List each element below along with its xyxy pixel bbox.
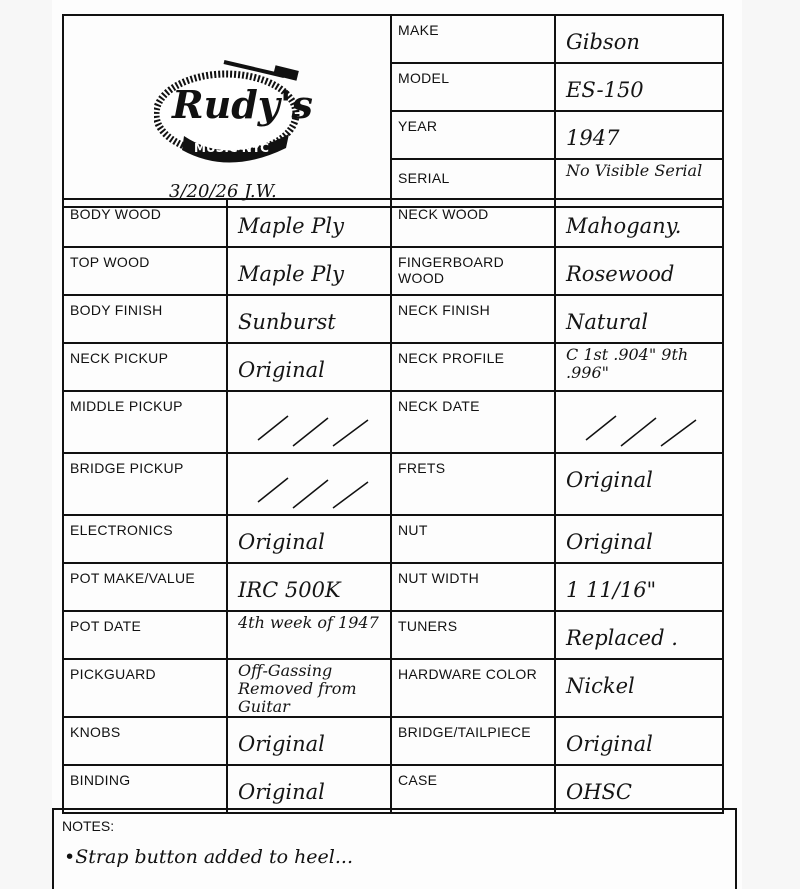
field-label: CASE — [391, 765, 555, 813]
rudys-logo — [154, 56, 314, 176]
field-value: Original — [555, 515, 723, 563]
field-label: NECK DATE — [391, 391, 555, 453]
field-label: PICKGUARD — [63, 659, 227, 717]
field-label: NECK PROFILE — [391, 343, 555, 391]
notes-section — [52, 808, 737, 889]
field-value: C 1st .904" 9th .996" — [555, 343, 723, 391]
field-value: Sunburst — [227, 295, 391, 343]
year-value: 1947 — [555, 111, 723, 159]
field-value: Nickel — [555, 659, 723, 717]
year-label: YEAR — [391, 111, 555, 159]
field-value: Original — [555, 717, 723, 765]
date-initials: 3/20/26 J.W. — [169, 181, 277, 202]
svg-text:MUSIC NYC: MUSIC NYC — [194, 141, 269, 155]
spec-row — [63, 247, 723, 295]
field-label: HARDWARE COLOR — [391, 659, 555, 717]
serial-value: No Visible Serial — [555, 159, 723, 207]
field-value: Off-Gassing Removed from Guitar — [227, 659, 391, 717]
field-label: TOP WOOD — [63, 247, 227, 295]
spec-row — [63, 765, 723, 813]
spec-row — [63, 717, 723, 765]
field-label: NUT — [391, 515, 555, 563]
field-value: Replaced . — [555, 611, 723, 659]
field-value: 4th week of 1947 — [227, 611, 391, 659]
field-value: Original — [227, 343, 391, 391]
field-label: NECK WOOD — [391, 199, 555, 247]
field-label: BODY WOOD — [63, 199, 227, 247]
field-label: BRIDGE/TAILPIECE — [391, 717, 555, 765]
field-label: NECK PICKUP — [63, 343, 227, 391]
field-value: Original — [227, 515, 391, 563]
spec-row — [63, 295, 723, 343]
struck-out-mark — [238, 406, 388, 452]
field-label: BODY FINISH — [63, 295, 227, 343]
field-label: POT DATE — [63, 611, 227, 659]
field-value — [555, 391, 723, 453]
field-value: Original — [227, 717, 391, 765]
field-value: Mahogany. — [555, 199, 723, 247]
field-label: BRIDGE PICKUP — [63, 453, 227, 515]
model-value: ES-150 — [555, 63, 723, 111]
struck-out-mark — [238, 468, 388, 514]
spec-row — [63, 453, 723, 515]
spec-row — [63, 659, 723, 717]
spec-grid — [62, 198, 724, 814]
svg-text:Rudy's: Rudy's — [172, 82, 313, 127]
field-label: NUT WIDTH — [391, 563, 555, 611]
field-value: Original — [555, 453, 723, 515]
spec-row — [63, 391, 723, 453]
logo-cell — [63, 15, 391, 207]
field-value: OHSC — [555, 765, 723, 813]
field-label: NECK FINISH — [391, 295, 555, 343]
struck-out-mark — [566, 406, 716, 452]
field-value — [227, 391, 391, 453]
model-label: MODEL — [391, 63, 555, 111]
field-value: Maple Ply — [227, 199, 391, 247]
make-label: MAKE — [391, 15, 555, 63]
field-value — [227, 453, 391, 515]
spec-row — [63, 611, 723, 659]
field-value: 1 11/16" — [555, 563, 723, 611]
spec-table — [62, 14, 724, 208]
field-label: FINGERBOARD WOOD — [391, 247, 555, 295]
field-value: IRC 500K — [227, 563, 391, 611]
spec-row — [63, 343, 723, 391]
field-value: Natural — [555, 295, 723, 343]
field-value: Rosewood — [555, 247, 723, 295]
serial-label: SERIAL — [391, 159, 555, 207]
field-label: POT MAKE/VALUE — [63, 563, 227, 611]
field-label: MIDDLE PICKUP — [63, 391, 227, 453]
field-value: Maple Ply — [227, 247, 391, 295]
field-label: BINDING — [63, 765, 227, 813]
notes-text: •Strap button added to heel... — [64, 846, 353, 868]
field-label: FRETS — [391, 453, 555, 515]
make-value: Gibson — [555, 15, 723, 63]
field-value: Original — [227, 765, 391, 813]
spec-row — [63, 199, 723, 247]
spec-row — [63, 515, 723, 563]
notes-label: NOTES: — [62, 818, 115, 834]
field-label: TUNERS — [391, 611, 555, 659]
spec-row — [63, 563, 723, 611]
field-label: KNOBS — [63, 717, 227, 765]
field-label: ELECTRONICS — [63, 515, 227, 563]
